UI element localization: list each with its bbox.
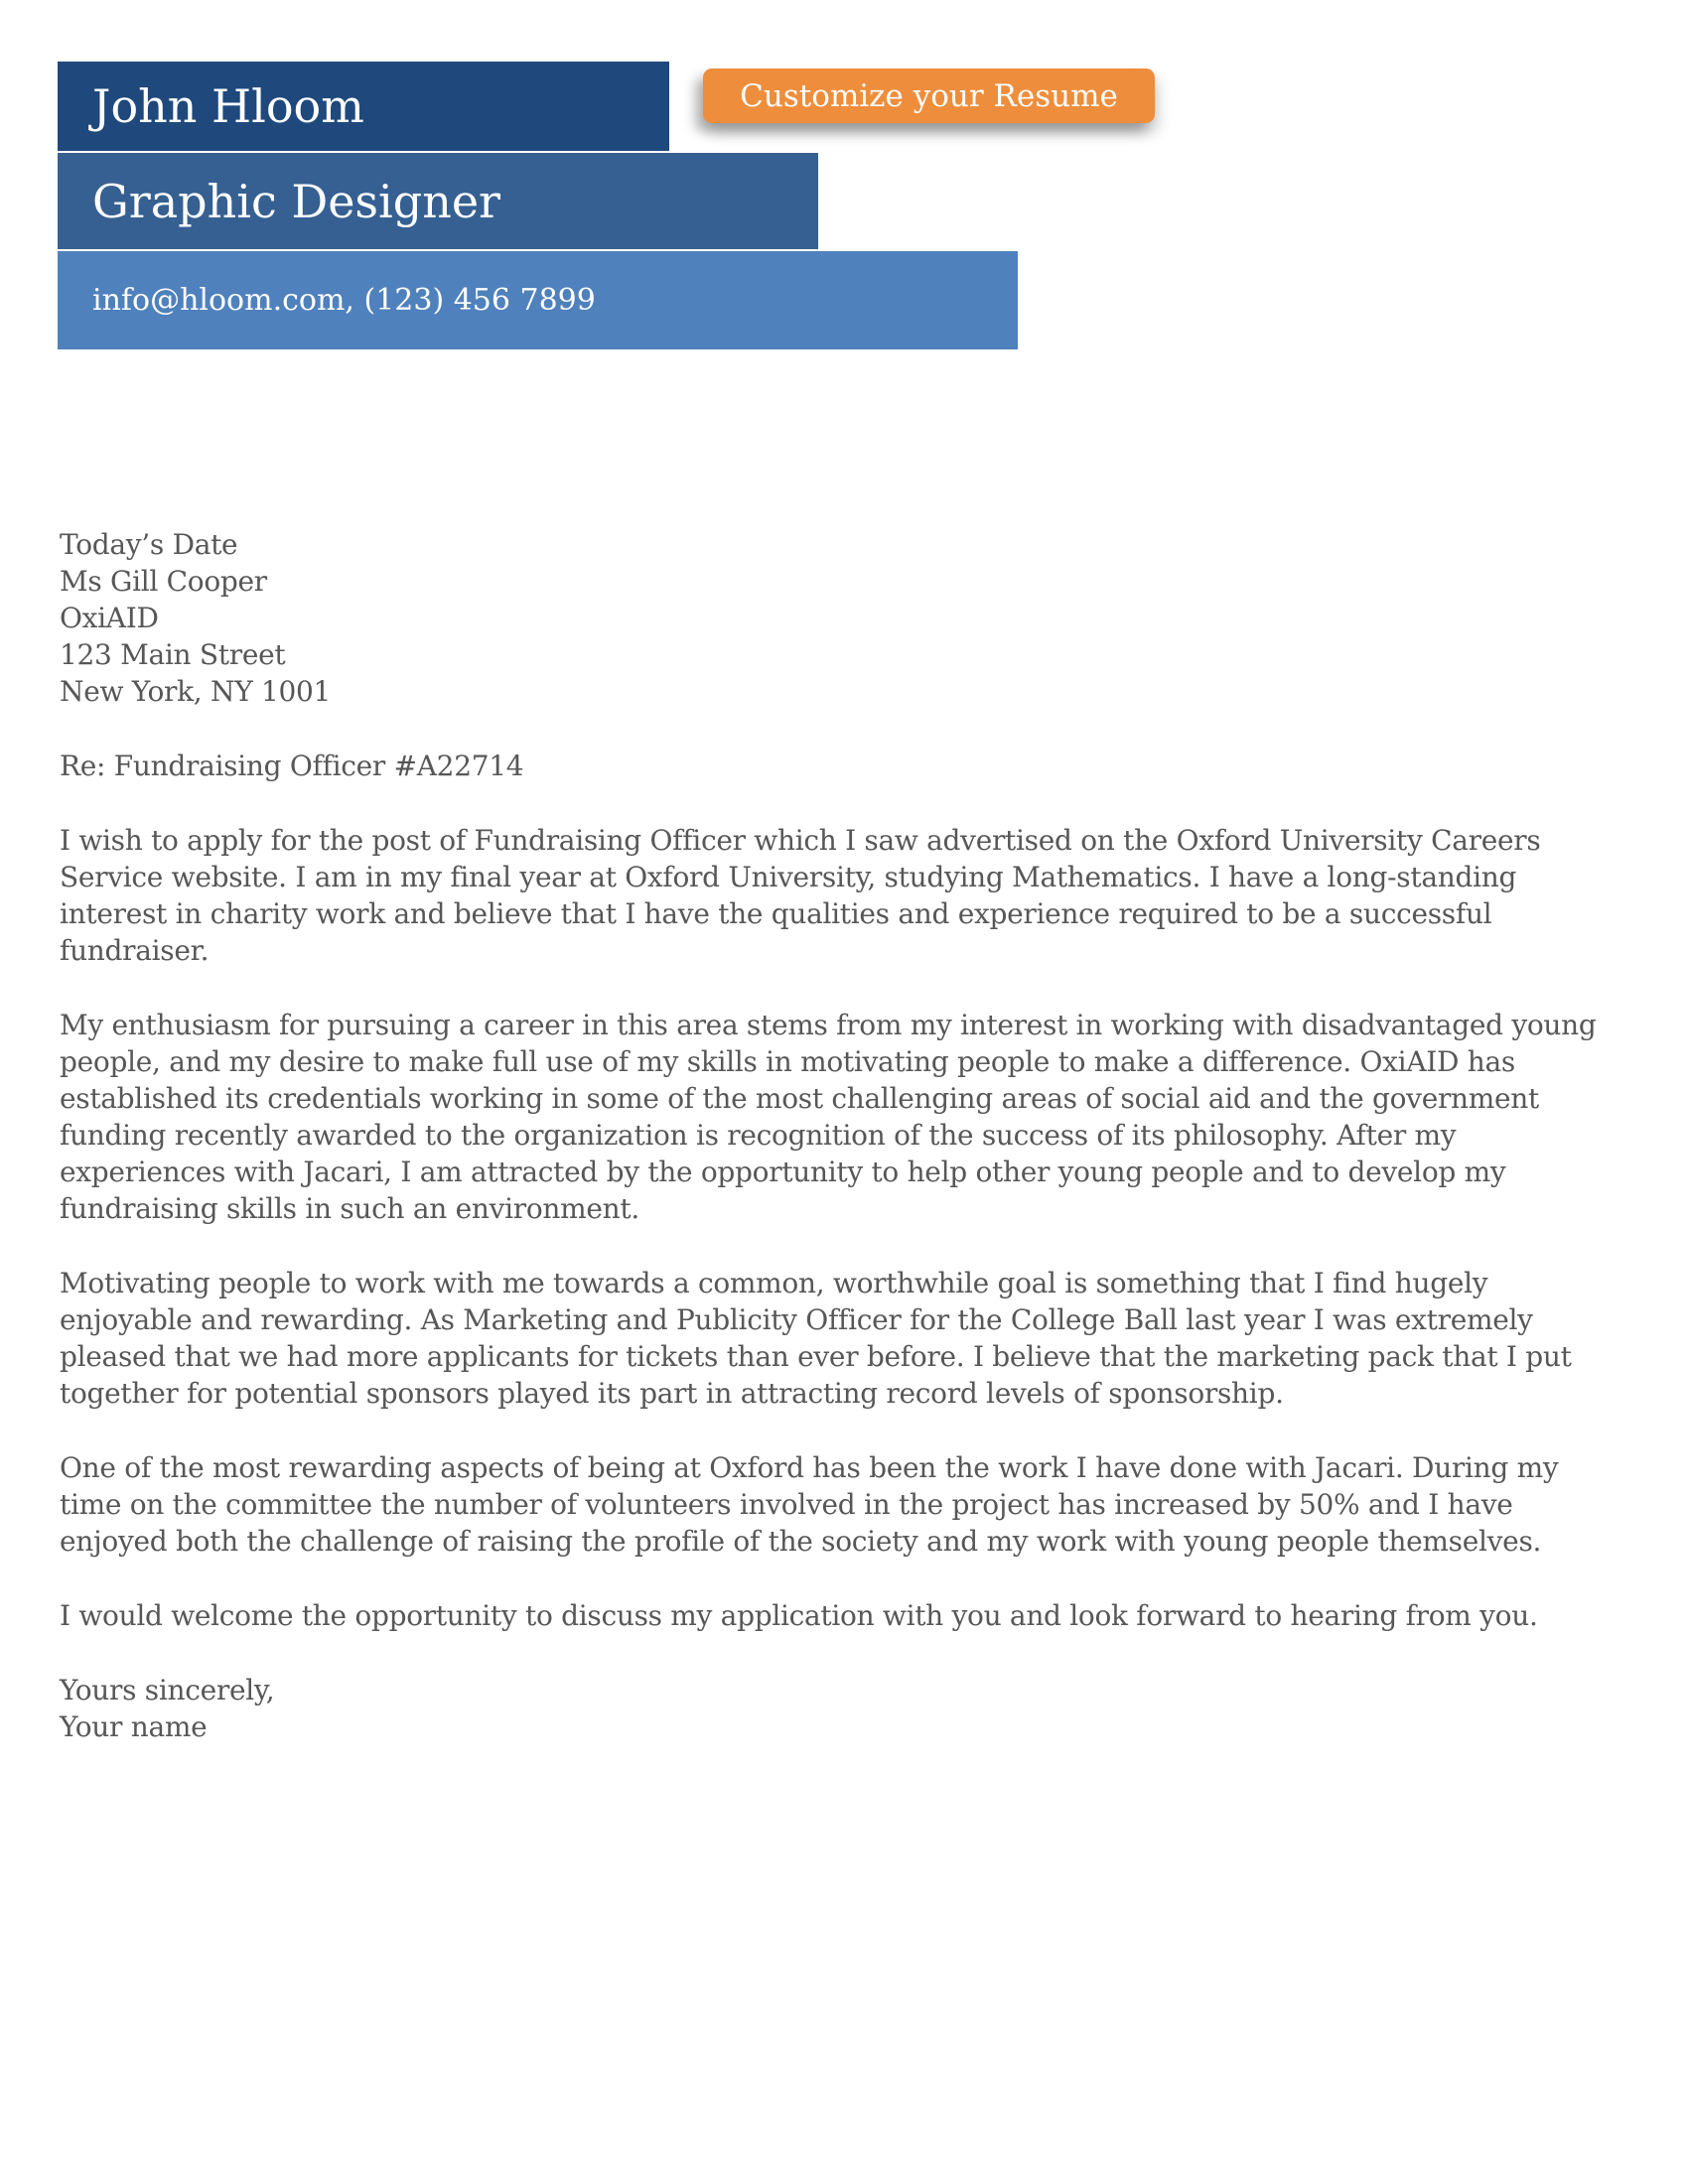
paragraph-line: time on the committee the number of volunteers involved in the project has increased by 50% and I have: [60, 1488, 1513, 1521]
paragraph-line: enjoyed both the challenge of raising the profile of the society and my work with young people themselves.: [60, 1525, 1542, 1558]
paragraph-line: fundraising skills in such an environment.: [60, 1192, 639, 1225]
paragraph-line: established its credentials working in some of the most challenging areas of social aid and the government: [60, 1082, 1539, 1115]
recipient-line: New York, NY 1001: [60, 675, 332, 708]
closing-line: Yours sincerely,: [60, 1674, 275, 1706]
recipient-line: Today’s Date: [60, 528, 238, 561]
paragraph-line: fundraiser.: [60, 934, 210, 967]
paragraph-line: together for potential sponsors played its part in attracting record levels of sponsorship.: [60, 1377, 1284, 1410]
recipient-line: Ms Gill Cooper: [60, 565, 267, 598]
paragraph: [60, 1007, 1634, 1227]
paragraph: [60, 822, 1634, 969]
recipient-line: 123 Main Street: [60, 638, 286, 671]
letter-body: [60, 526, 1634, 1745]
paragraph-line: I wish to apply for the post of Fundraising Officer which I saw advertised on the Oxford University Careers: [60, 824, 1541, 857]
subject-line: Re: Fundraising Officer #A22714: [60, 750, 524, 782]
closing-line: Your name: [60, 1710, 208, 1743]
subject-block: [60, 748, 1634, 784]
job-title: Graphic Designer: [92, 174, 501, 228]
paragraph-line: Service website. I am in my final year at Oxford University, studying Mathematics. I have a long-standing: [60, 861, 1517, 893]
customize-resume-button[interactable]: Customize your Resume: [703, 68, 1155, 123]
paragraph: [60, 1449, 1634, 1560]
applicant-name: John Hloom: [92, 79, 364, 133]
paragraph-line: One of the most rewarding aspects of being at Oxford has been the work I have done with Jacari. During my: [60, 1451, 1559, 1484]
paragraph-line: enjoyable and rewarding. As Marketing and Publicity Officer for the College Ball last year I was extremely: [60, 1303, 1533, 1336]
paragraph-line: experiences with Jacari, I am attracted by the opportunity to help other young people and to develop my: [60, 1156, 1506, 1188]
recipient-line: OxiAID: [60, 602, 159, 634]
paragraph-line: people, and my desire to make full use of my skills in motivating people to make a difference. OxiAID has: [60, 1045, 1515, 1078]
paragraph-line: interest in charity work and believe that I have the qualities and experience required to be a successful: [60, 897, 1492, 930]
closing-block: [60, 1672, 1634, 1745]
paragraph: [60, 1597, 1634, 1634]
paragraph-line: Motivating people to work with me towards a common, worthwhile goal is something that I find hugely: [60, 1267, 1488, 1299]
paragraph-line: My enthusiasm for pursuing a career in this area stems from my interest in working with disadvantaged young: [60, 1009, 1597, 1041]
header-contact-bar: [58, 251, 1018, 349]
paragraph-line: funding recently awarded to the organization is recognition of the success of its philosophy. After my: [60, 1119, 1457, 1152]
paragraph: [60, 1265, 1634, 1412]
paragraph-line: pleased that we had more applicants for tickets than ever before. I believe that the marketing pack that I put: [60, 1340, 1572, 1373]
header-name-bar: [58, 62, 669, 151]
paragraph-line: I would welcome the opportunity to discuss my application with you and look forward to hearing from you.: [60, 1599, 1538, 1632]
header-job-title-bar: [58, 153, 818, 249]
contact-info: info@hloom.com, (123) 456 7899: [92, 283, 596, 318]
recipient-block: [60, 526, 1634, 710]
